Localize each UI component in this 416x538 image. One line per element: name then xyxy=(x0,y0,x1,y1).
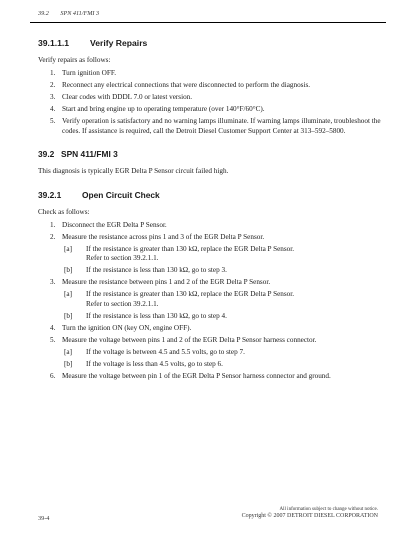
section-reference: Refer to section 39.2.1.1. xyxy=(86,254,159,263)
open-circuit-section-number: 39.2.1 xyxy=(38,189,62,200)
check-step: 2. Measure the resistance across pins 1 and 3 of the EGR Delta P Sensor. [a] If the resistance is greater than 130 kΩ, replace the EGR Delta P Sensor. Refer to section 39.2.1.1. [b] If the resistance is less than 130 kΩ, go to step 3. xyxy=(38,233,383,276)
open-circuit-heading xyxy=(38,190,383,200)
check-substep: [b] If the voltage is less than 4.5 volts, go to step 6. xyxy=(64,359,223,368)
check-step: 5. Measure the voltage between pins 1 and 2 of the EGR Delta P Sensor harness connector. [a] If the voltage is between 4.5 and 5.5 volts, go to step 7. [b] If the voltage is less than 4.5 volts, go to step 6. xyxy=(38,336,383,369)
open-circuit-section-title: Open Circuit Check xyxy=(82,189,160,200)
check-substep: [a] If the resistance is greater than 130 kΩ, replace the EGR Delta P Sensor. Refer to section 39.2.1.1. xyxy=(62,245,383,264)
page-number: 39-4 xyxy=(38,515,50,522)
verify-step: 3. Clear codes with DDDL 7.0 or latest version. xyxy=(50,93,193,102)
check-substeps xyxy=(62,245,383,276)
check-substep: [a] If the voltage is between 4.5 and 5.5 volts, go to step 7. xyxy=(64,347,245,356)
check-step: 3. Measure the resistance between pins 1 and 2 of the EGR Delta P Sensor. [a] If the resistance is greater than 130 kΩ, replace the EGR Delta P Sensor. Refer to section 39.2.1.1. [b] If the resistance is less than 130 kΩ, go to step 4. xyxy=(38,278,383,321)
header-title: SPN 411/FMI 3 xyxy=(60,10,100,17)
verify-step: 1. Turn ignition OFF. xyxy=(50,69,117,78)
verify-steps-list xyxy=(38,69,383,136)
check-step: 6. Measure the voltage between pin 1 of the EGR Delta P Sensor harness connector and ground. xyxy=(50,371,331,380)
spn-description: This diagnosis is typically EGR Delta P Sensor circuit failed high. xyxy=(38,167,229,176)
check-substep: [a] If the resistance is greater than 130 kΩ, replace the EGR Delta P Sensor. Refer to section 39.2.1.1. xyxy=(62,290,383,309)
spn-heading xyxy=(38,149,383,159)
open-circuit-steps-list xyxy=(38,221,383,381)
check-substep: [b] If the resistance is less than 130 kΩ, go to step 4. xyxy=(64,311,227,320)
verify-repairs-heading xyxy=(38,38,383,48)
spn-section-title: SPN 411/FMI 3 xyxy=(61,149,118,160)
verify-intro: Verify repairs as follows: xyxy=(38,56,111,64)
verify-section-number: 39.1.1.1 xyxy=(38,38,70,48)
page-content xyxy=(38,30,383,384)
page-footer xyxy=(242,506,378,520)
verify-step: 5. Verify operation is satisfactory and no warning lamps illuminate. If warning lamps illuminate, troubleshoot the codes. If assistance is required, call the Detroit Diesel Customer Support Center at 313–592–5800. xyxy=(50,117,381,135)
check-substeps xyxy=(62,290,383,321)
running-header xyxy=(38,10,99,17)
check-substep: [b] If the resistance is less than 130 kΩ, go to step 3. xyxy=(64,266,227,275)
header-rule xyxy=(30,22,386,23)
footer-notice: All information subject to change without notice. xyxy=(279,507,378,512)
open-circuit-intro: Check as follows: xyxy=(38,207,90,216)
verify-section-title: Verify Repairs xyxy=(90,38,148,48)
section-reference: Refer to section 39.2.1.1. xyxy=(86,299,159,308)
spn-section-number: 39.2 xyxy=(38,149,55,160)
verify-step: 2. Reconnect any electrical connections that were disconnected to perform the diagnosis. xyxy=(50,81,311,90)
footer-copyright: Copyright © 2007 DETROIT DIESEL CORPORATION xyxy=(241,513,378,519)
header-section-ref: 39.2 xyxy=(38,10,49,17)
check-step: 1. Disconnect the EGR Delta P Sensor. xyxy=(50,221,167,230)
check-substeps xyxy=(62,348,383,369)
verify-step: 4. Start and bring engine up to operating temperature (over 140°F/60°C). xyxy=(50,105,265,114)
check-step: 4. Turn the ignition ON (key ON, engine OFF). xyxy=(50,323,192,332)
